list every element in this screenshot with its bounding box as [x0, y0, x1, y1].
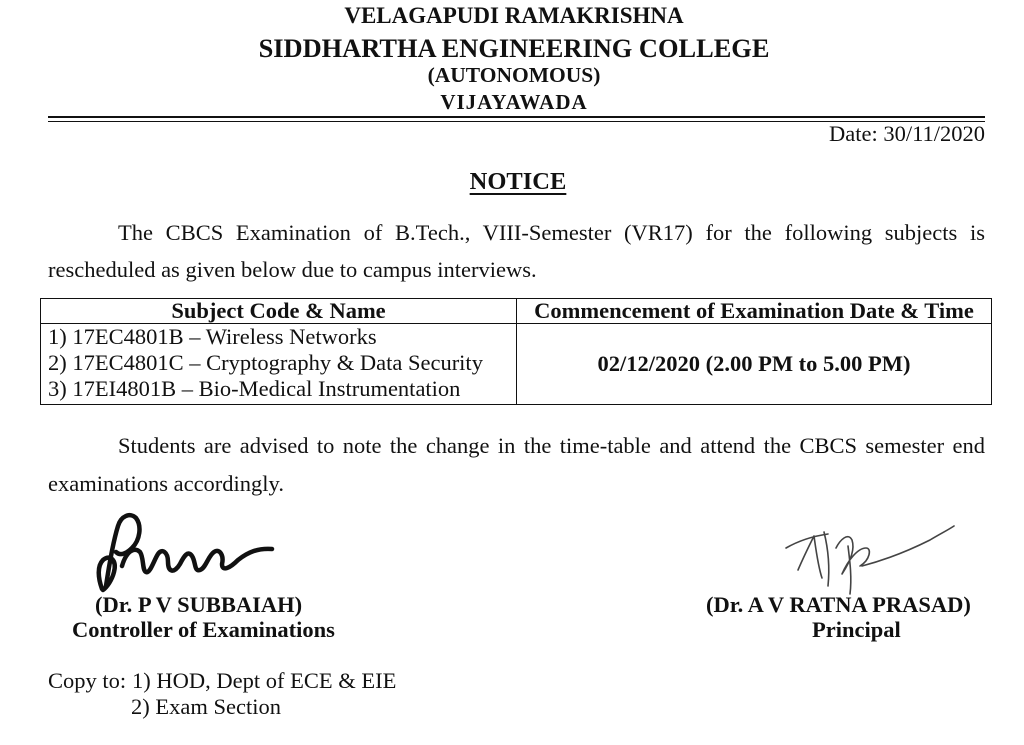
copy-to-item: 1) HOD, Dept of ECE & EIE — [132, 668, 397, 693]
city-name: VIJAYAWADA — [440, 90, 588, 114]
header-rule-thick — [48, 116, 985, 118]
signature-controller — [99, 515, 272, 590]
subject-row: 2) 17EC4801C – Cryptography & Data Security — [48, 350, 483, 375]
table-header-schedule: Commencement of Examination Date & Time — [534, 298, 974, 323]
signature-principal — [786, 526, 954, 594]
exam-date-time: 02/12/2020 (2.00 PM to 5.00 PM) — [597, 351, 911, 376]
copy-to-item: 2) Exam Section — [131, 694, 281, 719]
notice-title: NOTICE — [469, 168, 567, 195]
paragraph-advice-line1: Students are advised to note the change in the time-table and attend the CBCS semester end — [118, 433, 985, 458]
signatory-designation-principal: Principal — [812, 617, 901, 642]
college-name-line1: VELAGAPUDI RAMAKRISHNA — [344, 3, 684, 28]
signatory-designation-controller: Controller of Examinations — [72, 617, 335, 642]
table-header-subject: Subject Code & Name — [171, 298, 386, 323]
exam-schedule-table — [40, 298, 992, 405]
signatory-name-principal: (Dr. A V RATNA PRASAD) — [706, 592, 971, 617]
notice-title-wrap — [8, 167, 1024, 197]
college-name-line2: SIDDHARTHA ENGINEERING COLLEGE — [258, 33, 770, 63]
paragraph-advice-line2: examinations accordingly. — [48, 471, 284, 496]
paragraph-intro-line2: rescheduled as given below due to campus interviews. — [48, 257, 537, 282]
autonomous-label: (AUTONOMOUS) — [427, 63, 601, 87]
copy-to-label: Copy to: — [48, 668, 127, 693]
paragraph-intro-line1: The CBCS Examination of B.Tech., VIII-Semester (VR17) for the following subjects is — [118, 220, 985, 245]
subject-row: 3) 17EI4801B – Bio-Medical Instrumentation — [48, 376, 461, 401]
notice-date: Date: 30/11/2020 — [828, 121, 985, 146]
signatory-name-controller: (Dr. P V SUBBAIAH) — [95, 592, 303, 617]
subject-row: 1) 17EC4801B – Wireless Networks — [48, 324, 377, 349]
